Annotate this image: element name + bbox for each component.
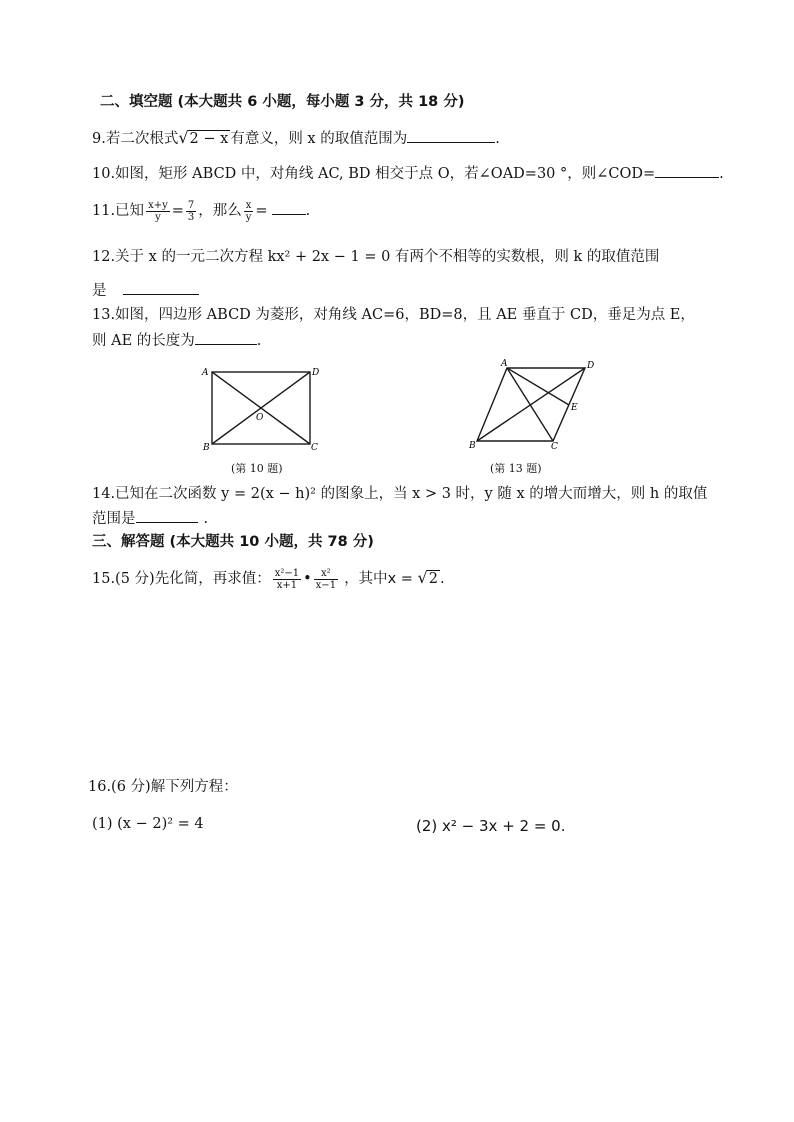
label-e: E (571, 403, 578, 413)
q9-suffix: 有意义，则 x 的取值范围为 (230, 131, 408, 147)
label-b: B (469, 441, 476, 451)
q12-answer-blank[interactable] (123, 280, 199, 295)
q14-line2-text: 范围是 (92, 511, 136, 527)
q9-end: . (495, 131, 500, 147)
label-d: D (312, 368, 320, 378)
label-b: B (203, 443, 210, 452)
q11-equals: = (171, 203, 184, 219)
question-14-line-1: 14.已知在二次函数 y = 2(x − h)² 的图象上，当 x > 3 时，y 随 x 的增大而增大，则 h 的取值 (92, 486, 708, 502)
section-title-fill-in: 二、填空题 (本大题共 6 小题，每小题 3 分，共 18 分) (100, 94, 465, 110)
section-title-solve: 三、解答题 (本大题共 10 小题，共 78 分) (92, 534, 374, 550)
q10-end: . (719, 166, 724, 182)
q10-answer-blank[interactable] (655, 163, 719, 178)
question-16-part-2: (2) x² − 3x + 2 = 0. (416, 817, 566, 835)
label-c: C (551, 442, 558, 451)
figure-10-caption: (第 10 题) (231, 462, 283, 475)
q15-fraction-2: $\frac{\text{x²}}{x-1}$ (315, 567, 337, 591)
q10-text: 10.如图，矩形 ABCD 中，对角线 AC, BD 相交于点 O，若∠OAD=30 °，则∠COD= (92, 166, 656, 182)
q11-suffix: = (255, 203, 268, 219)
q12-line2-text: 是 (92, 283, 107, 299)
q13-end: . (256, 333, 262, 349)
q15-fraction-1: $\frac{\text{x²−1}}{x+1}$ (274, 567, 300, 591)
q9-prefix: 9.若二次根式 (92, 131, 179, 147)
question-14-line-2 (92, 508, 208, 529)
question-16-title: 16.(6 分)解下列方程： (88, 779, 238, 795)
question-13-line-2 (92, 330, 261, 351)
q13-line2-text: 则 AE 的长度为 (92, 333, 195, 349)
question-16-part-1: (1) (x − 2)² = 4 (92, 816, 204, 832)
q15-radicand: 2 (428, 571, 438, 587)
figure-13-caption: (第 13 题) (490, 462, 542, 475)
label-o: O (256, 413, 264, 423)
q9-answer-blank[interactable] (407, 128, 495, 143)
question-13-line-1: 13.如图，四边形 ABCD 为菱形，对角线 AC=6，BD=8，且 AE 垂直于 CD，垂足为点 E， (92, 307, 695, 323)
question-10 (92, 163, 724, 184)
question-11 (92, 198, 310, 224)
q15-end: . (439, 571, 445, 587)
q9-radicand: 2 − x (189, 131, 229, 147)
q13-answer-blank[interactable] (195, 330, 257, 345)
q11-end: . (305, 203, 311, 219)
q14-answer-blank[interactable] (136, 508, 198, 523)
q11-fraction-3: $\frac{x}{y}$ (245, 199, 252, 223)
q11-fraction-1: $\frac{x+y}{y}$ (148, 199, 168, 223)
q11-prefix: 11.已知 (92, 203, 145, 219)
label-c: C (311, 443, 318, 452)
q15-x-equals: x = (387, 571, 418, 587)
label-d: D (587, 361, 595, 371)
q15-dot: • (303, 571, 312, 587)
q11-mid: ，那么 (198, 203, 242, 219)
question-9: 9.若二次根式√2 − x 有意义，则 x 的取值范围为 . (92, 128, 500, 147)
figure-10-rectangle (200, 362, 325, 452)
q11-fraction-2: $\frac{7}{3}$ (187, 199, 195, 223)
q14-end: . (203, 511, 209, 527)
label-a: A (202, 368, 209, 378)
question-12-line-2 (92, 280, 199, 301)
q15-prefix: 15.(5 分)先化简，再求值： (92, 571, 271, 587)
label-a: A (501, 359, 508, 369)
question-15: 15.(5 分)先化简，再求值： $\frac{\text{x²−1}}{x+1}$ • $\frac{\text{x²}}{x-1}$ ，其中x = √2 . (92, 567, 445, 591)
question-12-line-1: 12.关于 x 的一元二次方程 kx² + 2x − 1 = 0 有两个不相等的实数根，则 k 的取值范围 (92, 249, 660, 265)
q15-mid: ，其中 (344, 571, 388, 587)
q11-answer-blank[interactable] (272, 200, 306, 215)
figure-13-rhombus (465, 356, 600, 451)
